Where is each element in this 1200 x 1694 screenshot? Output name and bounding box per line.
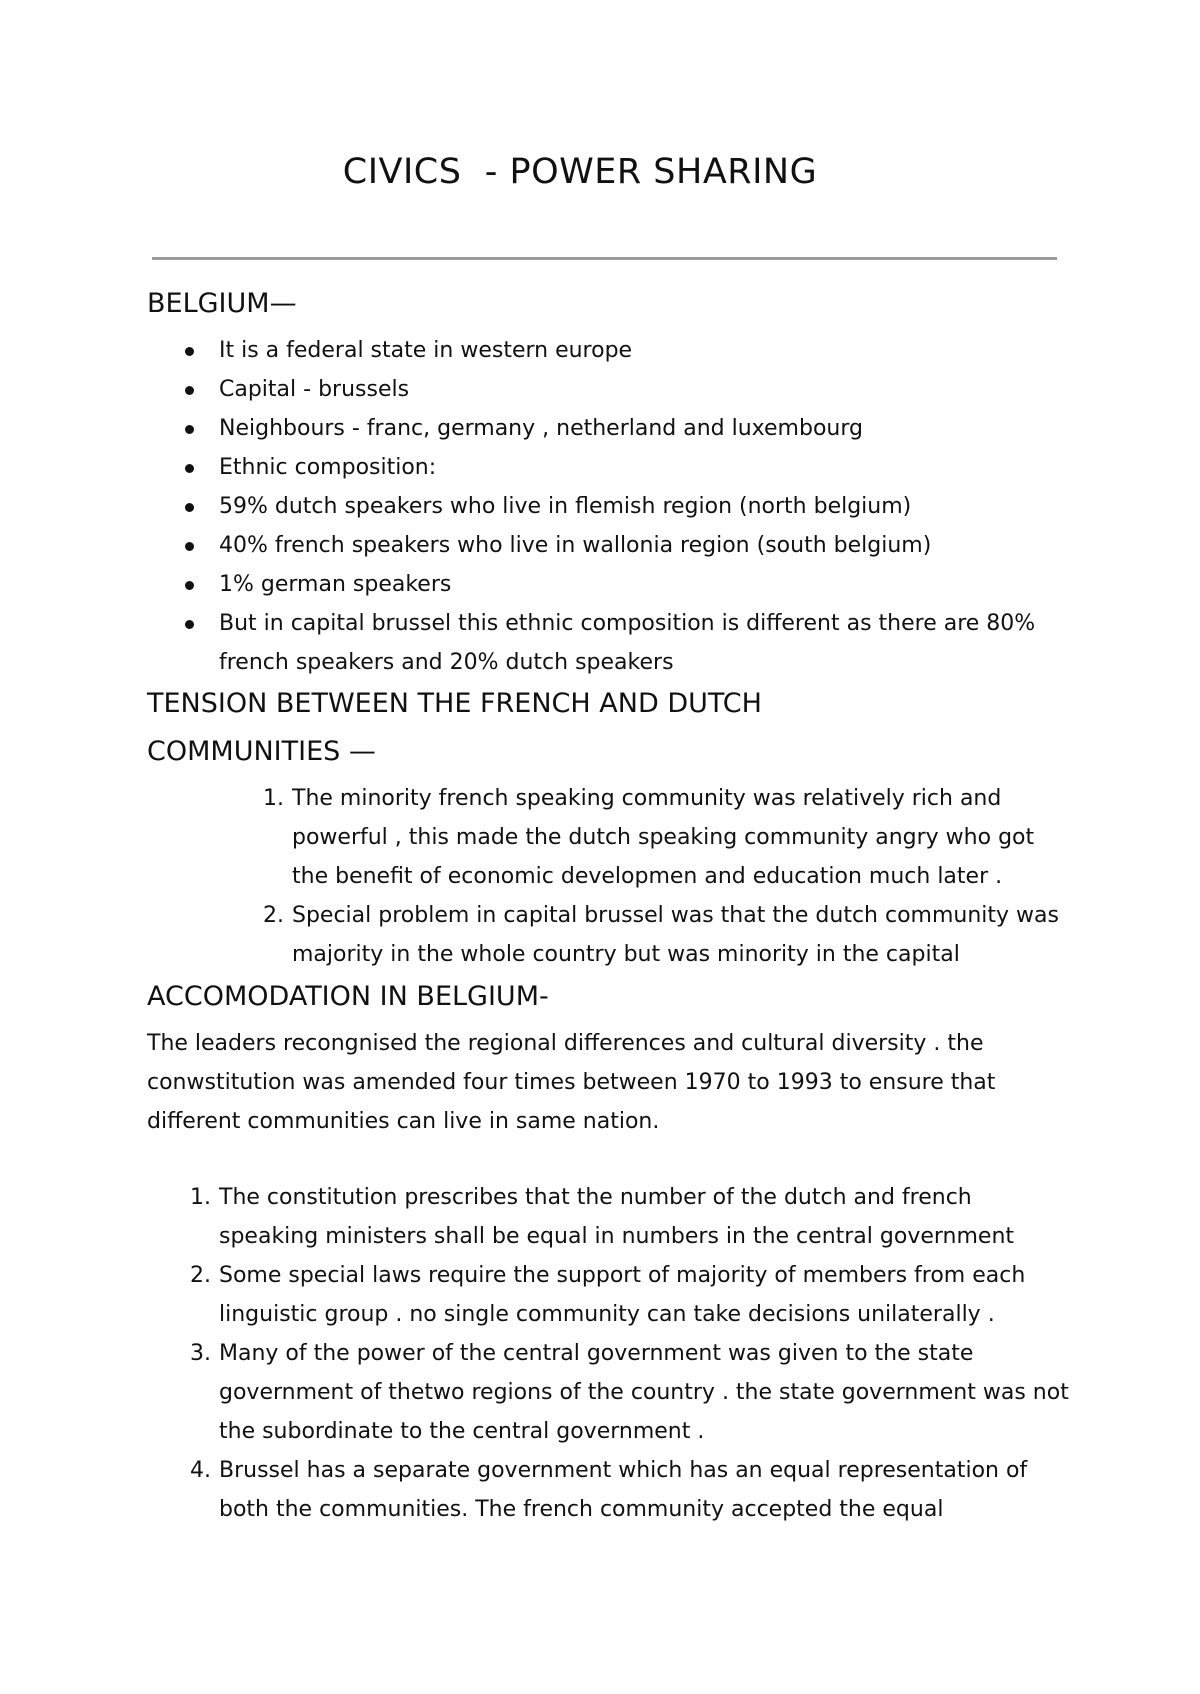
list-item-text: Many of the power of the central government was given to the state government of thetwo regions of the country . the state government was not the subordinate to the central government . (219, 1341, 1069, 1444)
bullet-icon (185, 425, 194, 434)
page-title: CIVICS - POWER SHARING (342, 152, 818, 192)
list-item (190, 1256, 1069, 1334)
accomodation-numbered-list (190, 1178, 1069, 1529)
list-item (219, 565, 1049, 604)
list-item (219, 331, 1049, 370)
list-item (219, 409, 1049, 448)
list-item-text: Ethnic composition: (219, 455, 437, 480)
bullet-icon (185, 620, 194, 629)
belgium-bullet-list (219, 331, 1049, 682)
horizontal-divider (152, 257, 1057, 260)
bullet-icon (185, 347, 194, 356)
list-item (263, 779, 1062, 896)
list-number: 4. (190, 1458, 211, 1483)
list-number: 2. (263, 903, 284, 928)
list-number: 1. (263, 786, 284, 811)
list-item-text: The constitution prescribes that the number of the dutch and french speaking ministers shall be equal in numbers in the central government (219, 1185, 1015, 1249)
accomodation-paragraph: The leaders recongnised the regional differences and cultural diversity . the conwstitution was amended four times between 1970 to 1993 to ensure that different communities can live in same nation. (147, 1031, 996, 1134)
bullet-icon (185, 581, 194, 590)
list-item (219, 526, 1049, 565)
list-item-text: Special problem in capital brussel was that the dutch community was majority in the whole country but was minority in the capital (292, 903, 1059, 967)
list-number: 3. (190, 1341, 211, 1366)
section-heading-accomodation: ACCOMODATION IN BELGIUM- (147, 981, 549, 1012)
list-item-text: Capital - brussels (219, 377, 410, 402)
bullet-icon (185, 503, 194, 512)
list-item-text: 40% french speakers who live in wallonia region (south belgium) (219, 533, 932, 558)
section-heading-tension-cont: COMMUNITIES — (147, 736, 376, 767)
list-item (219, 370, 1049, 409)
list-item (190, 1451, 1069, 1529)
bullet-icon (185, 386, 194, 395)
list-item (219, 448, 1049, 487)
list-number: 1. (190, 1185, 211, 1210)
list-item (190, 1334, 1069, 1451)
list-item-text: Brussel has a separate government which has an equal representation of both the communities. The french community accepted the equal (219, 1458, 1028, 1522)
section-heading-tension: TENSION BETWEEN THE FRENCH AND DUTCH (147, 688, 762, 719)
list-item (263, 896, 1062, 974)
tension-numbered-list (263, 779, 1062, 974)
bullet-icon (185, 464, 194, 473)
list-item-text: The minority french speaking community was relatively rich and powerful , this made the dutch speaking community angry who got the benefit of economic developmen and education much later . (292, 786, 1035, 889)
bullet-icon (185, 542, 194, 551)
list-item-text: Neighbours - franc, germany , netherland and luxembourg (219, 416, 863, 441)
list-item (219, 604, 1049, 682)
list-item-text: 1% german speakers (219, 572, 452, 597)
section-heading-belgium: BELGIUM— (147, 288, 297, 319)
list-item-text: Some special laws require the support of majority of members from each linguistic group . no single community can take decisions unilaterally . (219, 1263, 1026, 1327)
list-item (190, 1178, 1069, 1256)
list-item (219, 487, 1049, 526)
list-item-text: But in capital brussel this ethnic composition is different as there are 80% french speakers and 20% dutch speakers (219, 611, 1036, 675)
list-item-text: It is a federal state in western europe (219, 338, 633, 363)
list-number: 2. (190, 1263, 211, 1288)
list-item-text: 59% dutch speakers who live in flemish region (north belgium) (219, 494, 912, 519)
